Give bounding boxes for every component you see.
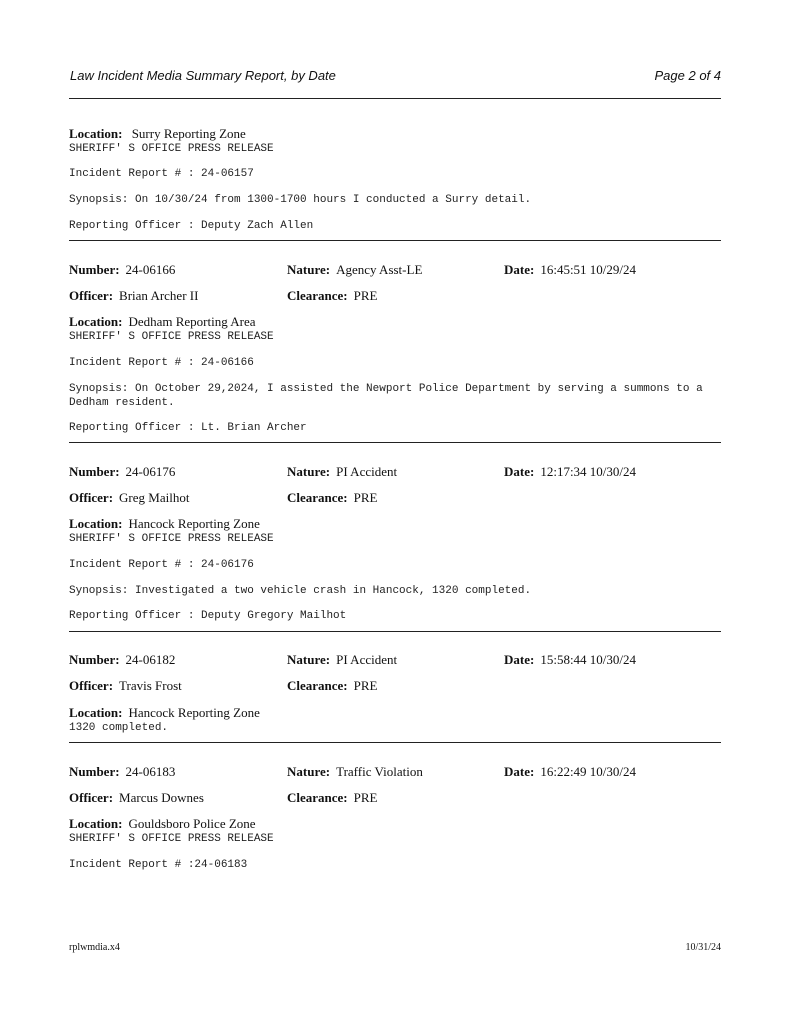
nature-field [287,464,397,480]
page-indicator: Page 2 of 4 [654,68,721,83]
nature-value: PI Accident [336,652,398,667]
officer-field [69,288,198,304]
number-label: Number: [69,764,120,779]
location-value: Dedham Reporting Area [128,314,256,329]
date-field [504,764,636,780]
date-value: 12:17:34 10/30/24 [540,464,637,479]
date-value: 16:45:51 10/29/24 [540,262,637,277]
number-value: 24-06182 [125,652,176,667]
clearance-label: Clearance: [287,678,348,693]
officer-label: Officer: [69,678,114,693]
officer-field [69,790,204,806]
synopsis-line: Synopsis: On October 29,2024, I assisted the Newport Police Department by serving a summons to a Dedham resident. [69,383,703,409]
location-value: Hancock Reporting Zone [128,705,260,720]
clearance-field [287,490,377,506]
clearance-field [287,790,377,806]
number-value: 24-06166 [125,262,176,277]
location-field [69,705,260,721]
location-label: Location: [69,126,123,141]
location-label: Location: [69,705,123,720]
reporting-officer-line: Reporting Officer : Deputy Zach Allen [69,220,314,232]
record-divider [69,631,721,632]
footer-report-code: rplwmdia.x4 [69,942,120,953]
date-field [504,262,636,278]
nature-label: Nature: [287,464,331,479]
number-field [69,764,175,780]
nature-field [287,262,422,278]
officer-label: Officer: [69,490,114,505]
clearance-label: Clearance: [287,490,348,505]
incident-report-line: Incident Report # :24-06183 [69,859,248,871]
date-value: 15:58:44 10/30/24 [540,652,637,667]
clearance-value: PRE [353,790,378,805]
clearance-value: PRE [353,288,378,303]
record-divider [69,240,721,241]
date-field [504,652,636,668]
nature-value: Traffic Violation [336,764,423,779]
press-release-line: SHERIFF' S OFFICE PRESS RELEASE [69,331,274,343]
clearance-label: Clearance: [287,790,348,805]
nature-label: Nature: [287,262,331,277]
date-label: Date: [504,464,535,479]
incident-report-line: Incident Report # : 24-06176 [69,559,254,571]
officer-value: Marcus Downes [119,790,204,805]
location-field [69,816,256,832]
note-line: 1320 completed. [69,722,169,734]
nature-label: Nature: [287,652,331,667]
clearance-label: Clearance: [287,288,348,303]
clearance-value: PRE [353,490,378,505]
continued-location-row [69,126,246,142]
location-value: Surry Reporting Zone [131,126,246,141]
incident-report-line: Incident Report # : 24-06157 [69,168,254,180]
incident-report-line: Incident Report # : 24-06166 [69,357,254,369]
number-value: 24-06176 [125,464,176,479]
synopsis-line: Synopsis: Investigated a two vehicle crash in Hancock, 1320 completed. [69,585,532,597]
officer-value: Greg Mailhot [119,490,190,505]
location-label: Location: [69,516,123,531]
press-release-line: SHERIFF' S OFFICE PRESS RELEASE [69,533,274,545]
officer-field [69,490,189,506]
nature-label: Nature: [287,764,331,779]
date-label: Date: [504,262,535,277]
footer-print-date: 10/31/24 [685,942,721,953]
date-label: Date: [504,652,535,667]
nature-value: Agency Asst-LE [336,262,423,277]
reporting-officer-line: Reporting Officer : Deputy Gregory Mailhot [69,610,347,622]
nature-value: PI Accident [336,464,398,479]
location-label: Location: [69,314,123,329]
number-label: Number: [69,262,120,277]
number-value: 24-06183 [125,764,176,779]
number-label: Number: [69,652,120,667]
number-label: Number: [69,464,120,479]
clearance-value: PRE [353,678,378,693]
header-divider [69,98,721,99]
date-label: Date: [504,764,535,779]
nature-field [287,652,397,668]
record-divider [69,742,721,743]
date-field [504,464,636,480]
location-field [69,314,256,330]
nature-field [287,764,423,780]
officer-value: Brian Archer II [119,288,199,303]
officer-field [69,678,182,694]
clearance-field [287,288,377,304]
officer-label: Officer: [69,790,114,805]
officer-value: Travis Frost [119,678,182,693]
officer-label: Officer: [69,288,114,303]
record-divider [69,442,721,443]
reporting-officer-line: Reporting Officer : Lt. Brian Archer [69,422,307,434]
number-field [69,464,175,480]
clearance-field [287,678,377,694]
press-release-line: SHERIFF' S OFFICE PRESS RELEASE [69,833,274,845]
number-field [69,652,175,668]
number-field [69,262,175,278]
location-field [69,516,260,532]
report-title: Law Incident Media Summary Report, by Date [70,68,336,83]
date-value: 16:22:49 10/30/24 [540,764,637,779]
location-value: Gouldsboro Police Zone [128,816,256,831]
press-release-line: SHERIFF' S OFFICE PRESS RELEASE [69,143,274,155]
synopsis-line: Synopsis: On 10/30/24 from 1300-1700 hours I conducted a Surry detail. [69,194,532,206]
location-value: Hancock Reporting Zone [128,516,260,531]
location-label: Location: [69,816,123,831]
